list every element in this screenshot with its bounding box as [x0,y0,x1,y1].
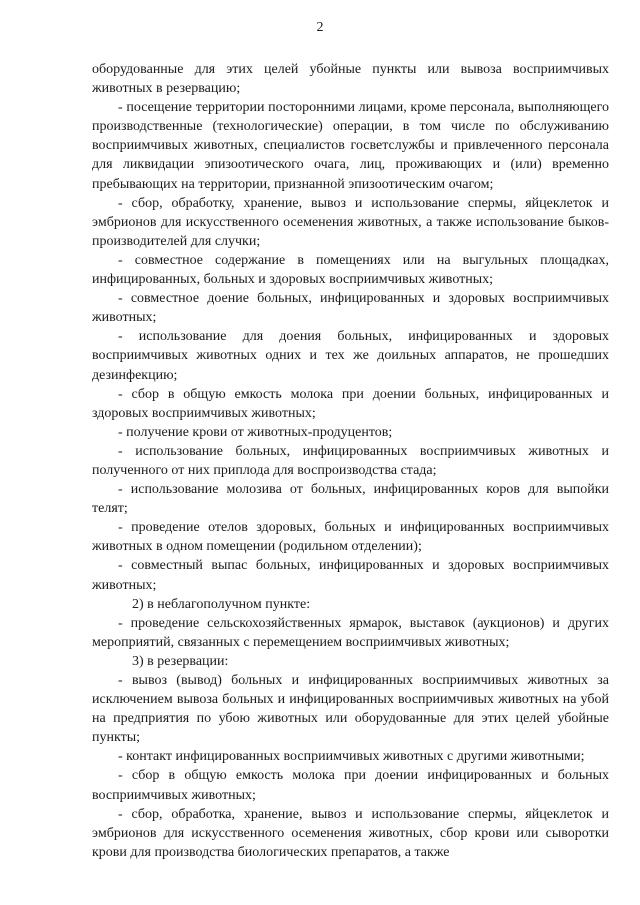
list-item: - получение крови от животных-продуцентов; [118,424,393,440]
list-item: - сбор в общую емкость молока при доении инфицированных и больных восприимчивых животных; [92,768,609,803]
list-item: - посещение территории посторонними лицами, кроме персонала, выполняющего производственные (технологические) операции, в том числе по обслуживанию восприимчивых животных, специалистов госветслужбы и привлеченного персонала для ликвидации эпизоотического очага, лиц, проживающих и (или) временно пребывающих на территории, признанной эпизоотическим очагом; [92,100,609,192]
list-item: - совместное содержание в помещениях или на выгульных площадках, инфицированных, больных и здоровых восприимчивых животных; [92,252,609,288]
document-body [92,60,609,862]
list-item: - проведение сельскохозяйственных ярмарок, выставок (аукционов) и других мероприятий, связанных с перемещением восприимчивых животных; [92,615,609,650]
paragraph: оборудованные для этих целей убойные пункты или вывоза восприимчивых животных в резервацию; [92,62,609,97]
list-item: - использование больных, инфицированных восприимчивых животных и полученного от них приплода для воспроизводства стада; [92,443,609,478]
list-item: - контакт инфицированных восприимчивых животных с другими животными; [118,749,585,765]
list-item: - использование молозива от больных, инфицированных коров для выпойки телят; [92,482,609,517]
list-item: - проведение отелов здоровых, больных и инфицированных восприимчивых животных в одном помещении (родильном отделении); [92,520,609,555]
list-item: - сбор, обработку, хранение, вывоз и использование спермы, яйцеклеток и эмбрионов для искусственного осеменения животных, а также использование быков-производителей для случки; [92,195,609,249]
section-heading: 2) в неблагополучном пункте: [132,596,311,612]
list-item: - сбор, обработка, хранение, вывоз и использование спермы, яйцеклеток и эмбрионов для искусственного осеменения животных, сбор крови или сыворотки крови для производства биологических препаратов, а также [92,806,609,860]
list-item: - совместный выпас больных, инфицированных и здоровых восприимчивых животных; [92,558,609,593]
list-item: - использование для доения больных, инфицированных и здоровых восприимчивых животных одних и тех же доильных аппаратов, не прошедших дезинфекцию; [92,329,609,383]
list-item: - вывоз (вывод) больных и инфицированных восприимчивых животных за исключением вывоза больных и инфицированных восприимчивых животных на убой на предприятия по убою животных или оборудованные для этих целей убойные пункты; [92,673,609,746]
list-item: - совместное доение больных, инфицированных и здоровых восприимчивых животных; [92,291,609,326]
list-item: - сбор в общую емкость молока при доении больных, инфицированных и здоровых восприимчивых животных; [92,386,609,421]
page-number: 2 [316,20,324,35]
section-heading: 3) в резервации: [132,653,229,669]
